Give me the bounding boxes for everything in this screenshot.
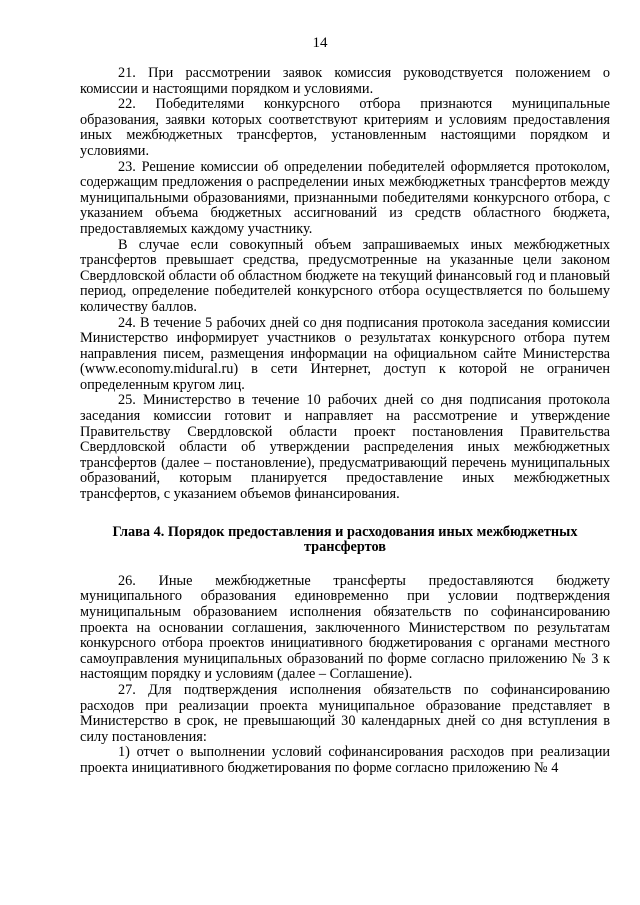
paragraph-26: 26. Иные межбюджетные трансферты предоставляются бюджету муниципального образования единовременно при условии подтверждения муниципальным образованием исполнения обязательств по софинансированию проекта на основании соглашения, заключенного Министерством по результатам конкурсного отбора проектов инициативного бюджетирования с органами местного самоуправления муниципальных образований по форме согласно приложению № 3 к настоящим порядку и условиям (далее – Соглашение). xyxy=(80,572,610,683)
chapter-title: Глава 4. Порядок предоставления и расходования иных межбюджетных трансфертов xyxy=(112,523,578,556)
paragraph-24: 24. В течение 5 рабочих дней со дня подписания протокола заседания комиссии Министерство информирует участников о результатах конкурсного отбора путем направления писем, размещения информации на официальном сайте Министерства (www.economy.midural.ru) в сети Интернет, доступ к которой не ограничен определенным кругом лиц. xyxy=(80,314,610,393)
paragraph-21: 21. При рассмотрении заявок комиссия руководствуется положением о комиссии и настоящими порядком и условиями. xyxy=(80,65,610,97)
document-body xyxy=(80,66,610,777)
paragraph-23: 23. Решение комиссии об определении победителей оформляется протоколом, содержащим предложения о распределении иных межбюджетных трансфертов между муниципальными образованиями, признанными победителями конкурсного отбора, с указанием объема бюджетных ассигнований из средств областного бюджета, предоставляемых каждому участнику. xyxy=(80,158,610,237)
page-number: 14 xyxy=(312,35,328,51)
paragraph-23-continued: В случае если совокупный объем запрашиваемых иных межбюджетных трансфертов превышает средства, предусмотренные на указанные цели законом Свердловской области об областном бюджете на текущий финансовый год и плановый период, определение победителей конкурсного отбора осуществляется по большему количеству баллов. xyxy=(80,236,610,315)
paragraph-27-item-1: 1) отчет о выполнении условий софинансирования расходов при реализации проекта инициативного бюджетирования по форме согласно приложению № 4 xyxy=(80,744,610,776)
paragraph-25: 25. Министерство в течение 10 рабочих дней со дня подписания протокола заседания комиссии готовит и направляет на рассмотрение и утверждение Правительству Свердловской области проект постановления Правительства Свердловской области об утверждении распределения иных межбюджетных трансфертов (далее – постановление), предусматривающий перечень муниципальных образований, которым планируется предоставление иных межбюджетных трансфертов, с указанием объемов финансирования. xyxy=(80,392,610,503)
paragraph-27: 27. Для подтверждения исполнения обязательств по софинансированию расходов при реализации проекта муниципальное образование представляет в Министерство в срок, не превышающий 30 календарных дней со дня вступления в силу постановления: xyxy=(80,681,610,745)
paragraph-22: 22. Победителями конкурсного отбора признаются муниципальные образования, заявки которых соответствуют критериям и условиям предоставления иных межбюджетных трансфертов, установленным настоящими порядком и условиями. xyxy=(80,96,610,159)
